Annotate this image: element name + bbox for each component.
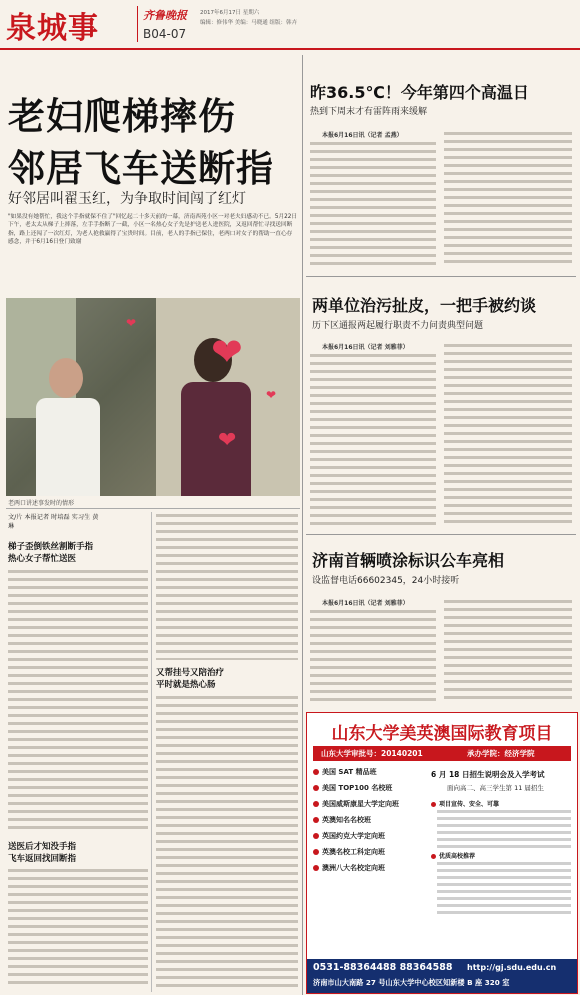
story4-byline: 本报6月16日讯（记者 刘雅菲）: [322, 600, 409, 607]
man-head: [49, 358, 83, 398]
feature-head2: [431, 851, 475, 860]
bullet-icon: [431, 854, 436, 859]
program-label: 英澳知名名校班: [322, 816, 371, 824]
section-title: 泉城事: [6, 11, 99, 46]
story3-byline: 本报6月16日讯（记者 刘雅菲）: [322, 344, 409, 351]
ad-address: 济南市山大南路 27 号山东大学中心校区知新楼 B 座 320 室: [313, 978, 510, 987]
bullet-icon: [313, 769, 319, 775]
sub2-title: 送医后才知没手指: [8, 842, 77, 852]
bullet-icon: [313, 849, 319, 855]
story4-body-b: [444, 598, 572, 702]
sub1-title: 梯子歪倒铁丝割断手指: [8, 542, 94, 552]
ad-url[interactable]: http://gj.sdu.edu.cn: [467, 963, 557, 972]
ad-phone: 0531-88364488 88364588: [313, 962, 453, 973]
sub1-title2: 热心女子帮忙送医: [8, 554, 77, 564]
story4-headline: 济南首辆喷涂标识公车亮相: [312, 551, 505, 570]
paper-name: 齐鲁晚报: [143, 9, 187, 22]
event-title: 6 月 18 日招生说明会及入学考试: [431, 770, 545, 779]
heart-icon: ❤: [126, 316, 137, 330]
story2-body-b: [444, 130, 572, 268]
feature-body-b: [437, 860, 571, 918]
heart-icon: ❤: [266, 388, 277, 402]
main-byline: 文/片 本报记者 时培磊 实习生 黄琳: [8, 514, 99, 530]
feature-head2-label: 优质高校推荐: [439, 853, 476, 860]
main-body-col2-b: [156, 694, 298, 989]
photo-man: [31, 358, 106, 496]
main-body-col1-b: [8, 867, 148, 989]
header-rule: [0, 48, 580, 50]
main-headline-2: 邻居飞车送断指: [8, 147, 274, 190]
story3-body-a: [310, 352, 436, 528]
sub3-title2: 平时就是热心肠: [156, 680, 216, 690]
main-subhead: 好邻居叫翟玉红，为争取时间闯了红灯: [8, 191, 246, 207]
issue-line: 2017年6月17日 星期六: [200, 10, 260, 16]
ad-approval: 山东大学审批号：20140201: [321, 749, 423, 758]
main-headline-1: 老妇爬梯摔伤: [8, 95, 236, 138]
program-item: [313, 815, 425, 831]
main-lead: "如果没有她帮忙，我这个手指就保不住了"回忆起二十多天前的一幕，济南西苑小区一对老夫妇感动不已。5月22日下午，老太太从梯子上摔落，左手手指断了一截，小区一名热心女子先是护送老人进医院，又返回帮忙寻找送回断指，路上还闯了一次红灯，为老人抢救赢得了宝贵时间。目前，老人的手指已保住，老两口对女子的帮助一直心存感念，并于6月16日登门致谢: [8, 214, 298, 246]
header-divider: [137, 6, 138, 42]
photo-caption: 老两口讲述事发时的情形: [8, 500, 75, 507]
heart-icon: ❤: [211, 330, 243, 374]
program-item: [313, 783, 425, 799]
caption-rule: [6, 508, 300, 509]
sub2-title2: 飞车返回找回断指: [8, 854, 77, 864]
program-item: [313, 831, 425, 847]
main-photo: [6, 298, 300, 496]
bullet-icon: [313, 801, 319, 807]
program-label: 美国 TOP100 名校班: [322, 784, 393, 792]
heart-icon: ❤: [218, 428, 237, 453]
program-label: 美国 SAT 精品班: [322, 768, 377, 776]
program-label: 澳洲八大名校定向班: [322, 864, 385, 872]
program-list: [313, 767, 425, 879]
column-divider: [151, 512, 152, 992]
feature-head: [431, 799, 499, 808]
program-item: [313, 847, 425, 863]
bullet-icon: [313, 833, 319, 839]
program-item: [313, 863, 425, 879]
bullet-icon: [313, 817, 319, 823]
main-body-col2-a: [156, 512, 298, 660]
program-label: 英澳名校工科定向班: [322, 848, 385, 856]
bullet-icon: [313, 865, 319, 871]
feature-head-label: 项目宣传、安全、可靠: [439, 801, 500, 808]
masthead: [0, 0, 580, 48]
program-item: [313, 799, 425, 815]
program-label: 英国约克大学定向班: [322, 832, 385, 840]
story2-byline: 本报6月16日讯（记者 孟燕）: [322, 132, 403, 139]
story2-body-a: [310, 140, 436, 268]
story4-body-a: [310, 608, 436, 702]
program-item: [313, 767, 425, 783]
program-label: 美国威斯康星大学定向班: [322, 800, 399, 808]
event-sub: 面向高二、高三学生第 11 届招生: [447, 784, 544, 792]
bullet-icon: [431, 802, 436, 807]
sub3-title: 又帮挂号又陪治疗: [156, 668, 225, 678]
ad-box: [306, 712, 578, 994]
story3-rule: [306, 534, 576, 535]
editor-line: 编辑：修伟华 美编：马晓通 组版：韩卉: [200, 20, 297, 26]
story4-subhead: 设监督电话66602345，24小时接听: [312, 576, 460, 586]
story3-subhead: 历下区通报两起履行职责不力问责典型问题: [312, 321, 484, 331]
story2-rule: [306, 276, 576, 277]
story2-headline: 昨36.5℃！今年第四个高温日: [310, 83, 529, 102]
story3-body-b: [444, 342, 572, 528]
woman-body: [181, 382, 251, 496]
ad-title: 山东大学美英澳国际教育项目: [331, 724, 553, 744]
page-code: B04-07: [143, 27, 187, 41]
feature-body-a: [437, 808, 571, 848]
page-column-divider: [302, 55, 303, 995]
bullet-icon: [313, 785, 319, 791]
story2-subhead: 热到下周末才有雷阵雨来缓解: [310, 107, 428, 117]
man-body: [36, 398, 100, 496]
ad-organizer: 承办学院：经济学院: [467, 749, 535, 758]
story3-headline: 两单位治污扯皮，一把手被约谈: [312, 296, 537, 315]
main-body-col1-a: [8, 568, 148, 830]
